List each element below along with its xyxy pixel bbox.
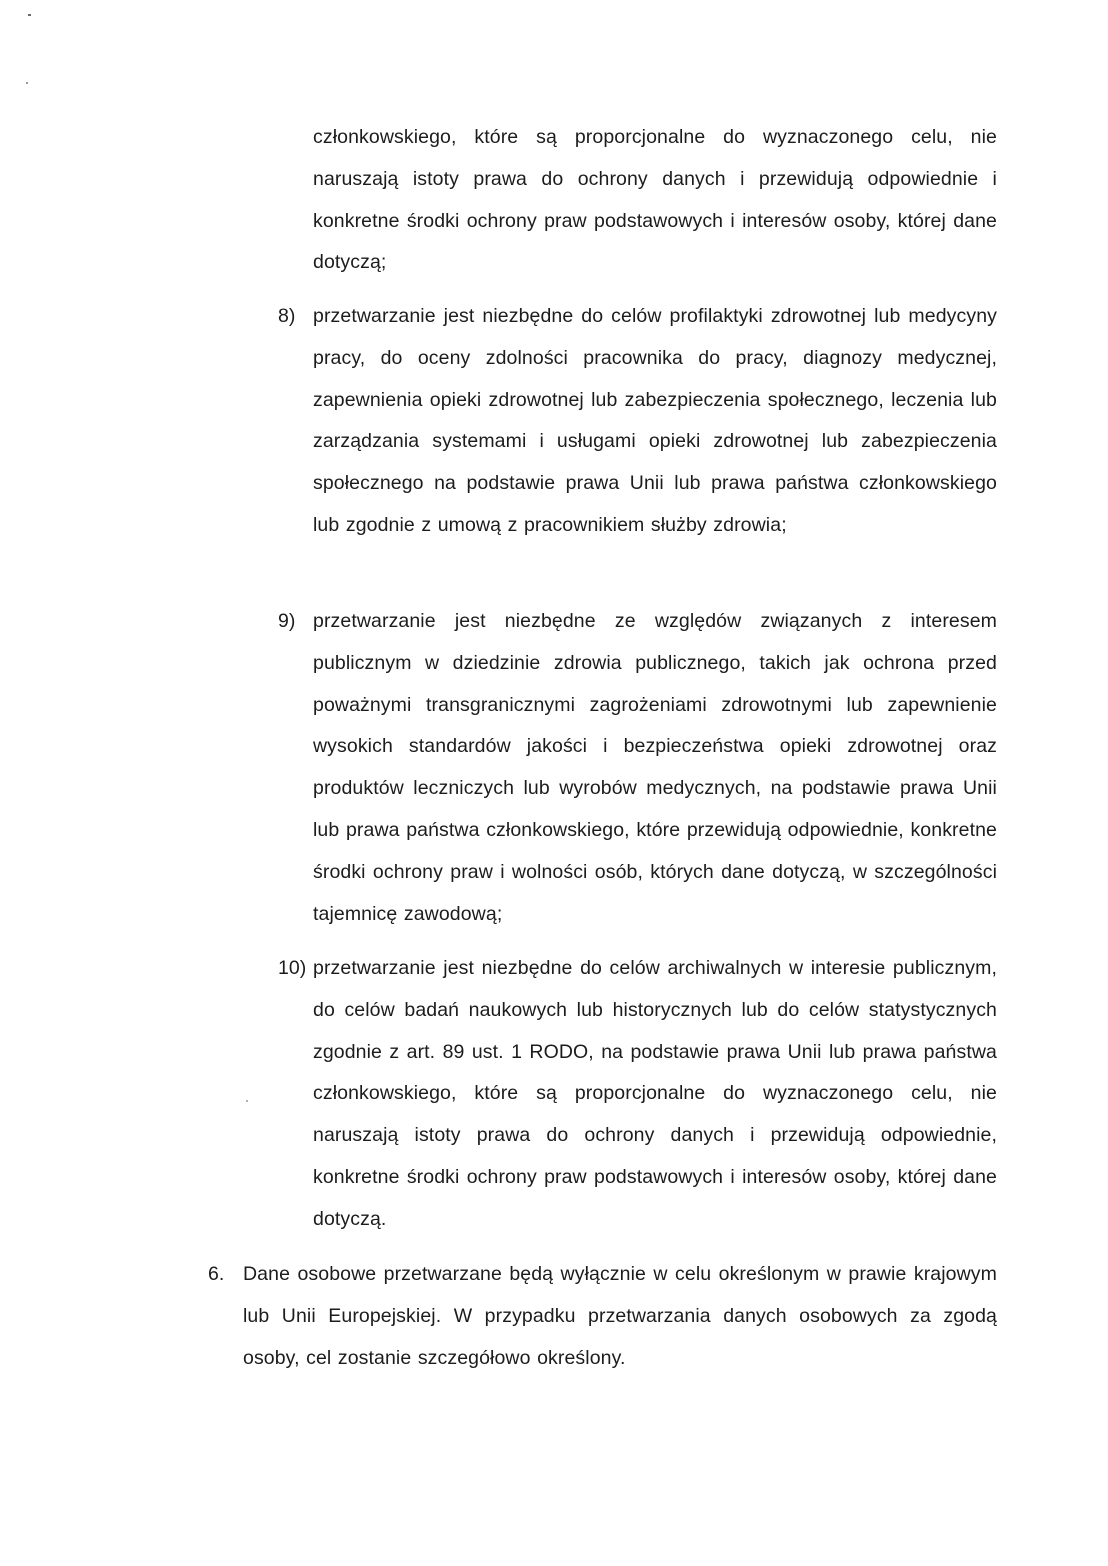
item-number-9: 9) [278,610,296,632]
item-number-10: 10) [278,957,307,979]
item-number-8: 8) [278,305,296,327]
item-text-10: przetwarzanie jest niezbędne do celów archiwalnych w interesie publicznym, do celów badań naukowych lub historycznych lub do celów statystycznych zgodnie z art. 89 ust. 1 RODO, na podstawie prawa Unii lub prawa państwa członkowskiego, które są proporcjonalne do wyznaczonego celu, nie naruszają istoty prawa do ochrony danych i przewidują odpowiednie, konkretne środki ochrony praw podstawowych i interesów osoby, której dane dotyczą. [313,957,997,1230]
item-text-8: przetwarzanie jest niezbędne do celów profilaktyki zdrowotnej lub medycyny pracy, do oceny zdolności pracownika do pracy, diagnozy medycznej, zapewnienia opieki zdrowotnej lub zabezpieczenia społecznego, leczenia lub zarządzania systemami i usługami opieki zdrowotnej lub zabezpieczenia społecznego na podstawie prawa Unii lub prawa państwa członkowskiego lub zgodnie z umową z pracownikiem służby zdrowia; [313,305,997,536]
continuation-paragraph: członkowskiego, które są proporcjonalne do wyznaczonego celu, nie naruszają istoty prawa do ochrony danych i przewidują odpowiednie i konkretne środki ochrony praw podstawowych i interesów osoby, której dane dotyczą; [313,126,997,274]
scan-artifact [246,1100,248,1102]
scan-artifact [28,14,31,16]
section-number-6: 6. [208,1263,225,1285]
item-text-9: przetwarzanie jest niezbędne ze względów związanych z interesem publicznym w dziedzinie zdrowia publicznego, takich jak ochrona przed poważnymi transgranicznymi zagrożeniami zdrowotnymi lub zapewnienie wysokich standardów jakości i bezpieczeństwa opieki zdrowotnej oraz produktów leczniczych lub wyrobów medycznych, na podstawie prawa Unii lub prawa państwa członkowskiego, które przewidują odpowiednie, konkretne środki ochrony praw i wolności osób, których dane dotyczą, w szczególności tajemnicę zawodową; [313,610,997,925]
scan-artifact [26,82,28,84]
section-text-6: Dane osobowe przetwarzane będą wyłącznie w celu określonym w prawie krajowym lub Unii Europejskiej. W przypadku przetwarzania danych osobowych za zgodą osoby, cel zostanie szczegółowo określony. [243,1263,997,1369]
